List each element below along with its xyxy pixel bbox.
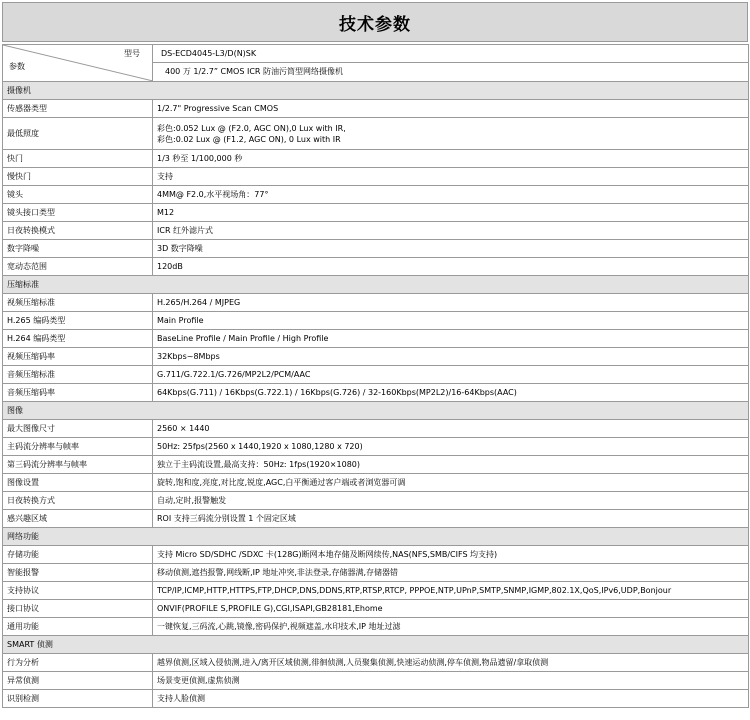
spec-value: M12 (157, 208, 175, 217)
spec-value: G.711/G.722.1/G.726/MP2L2/PCM/AAC (157, 370, 311, 379)
spec-value-cell (153, 564, 749, 582)
section-title: SMART 侦测 (3, 636, 749, 654)
spec-value-cell (153, 186, 749, 204)
spec-value: 1/3 秒至 1/100,000 秒 (157, 154, 243, 163)
spec-value-cell (153, 294, 749, 312)
spec-value: 独立于主码流设置,最高支持：50Hz: 1fps(1920×1080) (157, 460, 360, 469)
model-description: 400 万 1/2.7” CMOS ICR 防油污筒型网络摄像机 (165, 67, 344, 76)
spec-row (3, 366, 749, 384)
spec-value-cell (153, 600, 749, 618)
spec-row (3, 204, 749, 222)
spec-label: 异常侦测 (3, 672, 153, 690)
spec-label: 接口协议 (3, 600, 153, 618)
spec-label: 传感器类型 (3, 100, 153, 118)
spec-row (3, 654, 749, 672)
spec-value: BaseLine Profile / Main Profile / High Profile (157, 334, 329, 343)
spec-row (3, 222, 749, 240)
spec-label: 音频压缩标准 (3, 366, 153, 384)
model-label: 型号 (124, 49, 140, 58)
spec-value: 彩色:0.052 Lux @ (F2.0, AGC ON),0 Lux with IR, (157, 123, 346, 133)
spec-row (3, 492, 749, 510)
spec-value-cell (153, 546, 749, 564)
spec-value-cell (153, 384, 749, 402)
spec-value-cell (153, 582, 749, 600)
spec-value-cell (153, 312, 749, 330)
spec-row (3, 474, 749, 492)
param-label: 参数 (9, 62, 25, 71)
spec-label: 日夜转换模式 (3, 222, 153, 240)
spec-label: 感兴趣区域 (3, 510, 153, 528)
spec-value-cell (153, 492, 749, 510)
spec-row (3, 258, 749, 276)
spec-value: ICR 红外滤片式 (157, 226, 214, 235)
spec-label: 慢快门 (3, 168, 153, 186)
spec-value: 1/2.7" Progressive Scan CMOS (157, 104, 279, 113)
spec-row (3, 456, 749, 474)
section-row (3, 402, 749, 420)
spec-label: 快门 (3, 150, 153, 168)
spec-row (3, 384, 749, 402)
spec-row (3, 672, 749, 690)
spec-value: 50Hz: 25fps(2560 x 1440,1920 x 1080,1280 x 720) (157, 442, 363, 451)
spec-label: 行为分析 (3, 654, 153, 672)
spec-value: 支持 (157, 172, 173, 181)
spec-label: H.264 编码类型 (3, 330, 153, 348)
spec-value-cell (153, 100, 749, 118)
spec-row (3, 240, 749, 258)
spec-value: 自动,定时,报警触发 (157, 496, 227, 505)
spec-table-body (3, 45, 749, 708)
spec-row (3, 690, 749, 708)
spec-label: 存储功能 (3, 546, 153, 564)
spec-value-cell (153, 690, 749, 708)
spec-value-cell (153, 168, 749, 186)
spec-label: 支持协议 (3, 582, 153, 600)
spec-value-cell (153, 456, 749, 474)
spec-value: TCP/IP,ICMP,HTTP,HTTPS,FTP,DHCP,DNS,DDNS,RTP,RTSP,RTCP, PPPOE,NTP,UPnP,SMTP,SNMP,IGMP,802.1X,QoS,IPv6,UDP,Bonjour (157, 586, 672, 595)
spec-value: 120dB (157, 262, 183, 271)
spec-value-cell (153, 618, 749, 636)
spec-value-cell (153, 204, 749, 222)
spec-value: 移动侦测,遮挡报警,网线断,IP 地址冲突,非法登录,存储器满,存储器错 (157, 568, 398, 577)
spec-row (3, 118, 749, 150)
spec-label: 识别检测 (3, 690, 153, 708)
spec-row (3, 330, 749, 348)
spec-row (3, 100, 749, 118)
spec-label: H.265 编码类型 (3, 312, 153, 330)
spec-label: 视频压缩码率 (3, 348, 153, 366)
spec-value: Main Profile (157, 316, 204, 325)
spec-value-cell (153, 222, 749, 240)
spec-value-cell (153, 672, 749, 690)
spec-label: 第三码流分辨率与帧率 (3, 456, 153, 474)
spec-value: 32Kbps~8Mbps (157, 352, 220, 361)
spec-value: 旋转,饱和度,亮度,对比度,锐度,AGC,白平衡通过客户端或者浏览器可调 (157, 478, 406, 487)
section-row (3, 82, 749, 100)
spec-label: 智能报警 (3, 564, 153, 582)
spec-value: 3D 数字降噪 (157, 244, 203, 253)
spec-label: 音频压缩码率 (3, 384, 153, 402)
spec-row (3, 582, 749, 600)
spec-value: ROI 支持三码流分别设置 1 个固定区域 (157, 514, 296, 523)
header-row (3, 45, 749, 82)
section-title: 网络功能 (3, 528, 749, 546)
spec-value-cell (153, 150, 749, 168)
spec-value-cell (153, 474, 749, 492)
spec-row (3, 348, 749, 366)
spec-value: 2560 × 1440 (157, 424, 210, 433)
spec-label: 图像设置 (3, 474, 153, 492)
spec-label: 最低照度 (3, 118, 153, 150)
spec-row (3, 564, 749, 582)
spec-row (3, 438, 749, 456)
model-code: DS-ECD4045-L3/D(N)SK (153, 45, 748, 63)
spec-value-cell (153, 510, 749, 528)
spec-row (3, 618, 749, 636)
spec-value-cell (153, 348, 749, 366)
spec-value: 支持人脸侦测 (157, 694, 205, 703)
spec-value-cell (153, 366, 749, 384)
spec-value-cell (153, 258, 749, 276)
spec-value: 一键恢复,三码流,心跳,镜像,密码保护,视频遮盖,水印技术,IP 地址过滤 (157, 622, 401, 631)
spec-value-cell (153, 240, 749, 258)
page-title: 技术参数 (2, 2, 748, 42)
spec-value: 场景变更侦测,虚焦侦测 (157, 676, 240, 685)
spec-label: 数字降噪 (3, 240, 153, 258)
spec-row (3, 312, 749, 330)
spec-table (2, 44, 749, 708)
section-title: 压缩标准 (3, 276, 749, 294)
spec-row (3, 420, 749, 438)
spec-label: 宽动态范围 (3, 258, 153, 276)
spec-value-cell (153, 330, 749, 348)
spec-row (3, 294, 749, 312)
spec-row (3, 150, 749, 168)
spec-label: 主码流分辨率与帧率 (3, 438, 153, 456)
spec-value: 4MM@ F2.0,水平视场角：77° (157, 190, 269, 199)
spec-row (3, 600, 749, 618)
spec-row (3, 186, 749, 204)
spec-value: 越界侦测,区域入侵侦测,进入/离开区域侦测,徘徊侦测,人员聚集侦测,快速运动侦测,停车侦测,物品遗留/拿取侦测 (157, 658, 549, 667)
spec-value-cell (153, 654, 749, 672)
spec-value: 支持 Micro SD/SDHC /SDXC 卡(128G)断网本地存储及断网续传,NAS(NFS,SMB/CIFS 均支持) (157, 550, 498, 559)
spec-value: ONVIF(PROFILE S,PROFILE G),CGI,ISAPI,GB28181,Ehome (157, 604, 383, 613)
section-title: 摄像机 (3, 82, 749, 100)
spec-value-cell (153, 438, 749, 456)
header-model-cell (153, 45, 749, 82)
section-row (3, 636, 749, 654)
section-title: 图像 (3, 402, 749, 420)
section-row (3, 528, 749, 546)
spec-row (3, 546, 749, 564)
spec-label: 通用功能 (3, 618, 153, 636)
spec-label: 镜头接口类型 (3, 204, 153, 222)
header-diagonal-cell (3, 45, 153, 82)
spec-value: 64Kbps(G.711) / 16Kbps(G.722.1) / 16Kbps(G.726) / 32-160Kbps(MP2L2)/16-64Kbps(AAC) (157, 388, 517, 397)
spec-row (3, 510, 749, 528)
spec-label: 最大图像尺寸 (3, 420, 153, 438)
spec-value-cell (153, 420, 749, 438)
spec-value: H.265/H.264 / MJPEG (157, 298, 241, 307)
section-row (3, 276, 749, 294)
spec-label: 日夜转换方式 (3, 492, 153, 510)
spec-row (3, 168, 749, 186)
spec-value-line2: 彩色:0.02 Lux @ (F1.2, AGC ON), 0 Lux with IR (157, 134, 341, 144)
spec-label: 视频压缩标准 (3, 294, 153, 312)
spec-label: 镜头 (3, 186, 153, 204)
spec-value-cell (153, 118, 749, 150)
